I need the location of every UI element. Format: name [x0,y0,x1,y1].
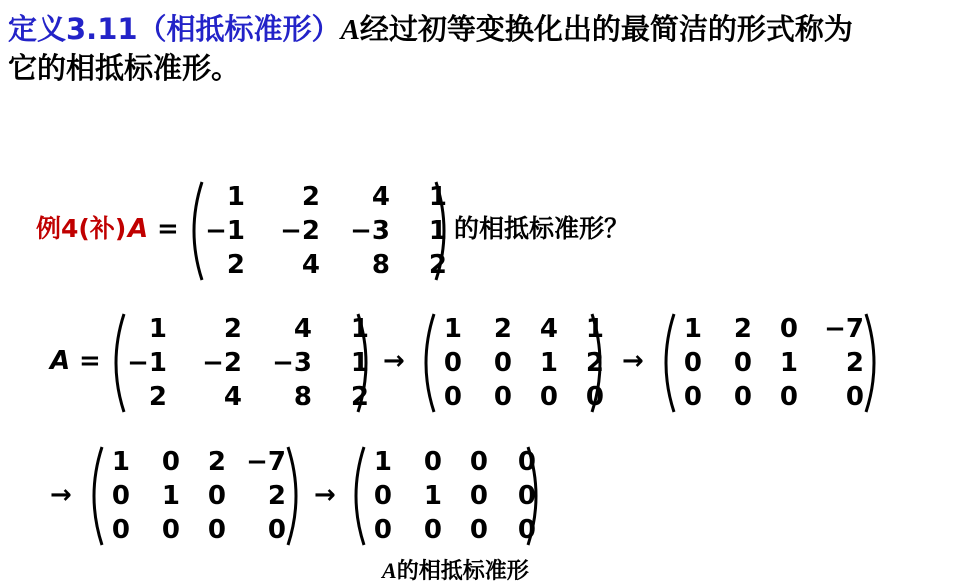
matrix-cell-r1-c4: 1 [585,314,604,344]
arrow-3: → [50,480,72,510]
matrix-cell-r3-c2: 4 [301,250,320,280]
matrix-cell-r2-c3: −3 [350,216,390,246]
matrix-cell-r3-c3: 0 [779,382,798,412]
matrix-cell-r3-c1: 0 [683,382,702,412]
matrix-cell-r3-c2: 4 [223,382,242,412]
matrix-cell-r2-c1: 0 [683,348,702,378]
definition-line-2 [8,51,240,85]
matrix-cell-r3-c4: 2 [350,382,369,412]
matrix-normal-form [350,445,542,547]
matrix-cell-r1-c2: 0 [423,447,442,477]
caption-matrix-symbol: A [382,558,397,583]
example-equals: = [157,214,179,244]
matrix-cell-r1-c2: 2 [733,314,752,344]
matrix-cell-r1-c4: −7 [246,447,286,477]
matrix-cell-r2-c3: 1 [539,348,558,378]
matrix-cell-r1-c2: 2 [301,182,320,212]
matrix-cell-r3-c2: 0 [733,382,752,412]
matrix-cell-r2-c4: 2 [267,481,286,511]
definition-line-1 [8,12,853,47]
matrix-cell-r1-c1: 1 [148,314,167,344]
matrix-cell-r2-c2: 0 [493,348,512,378]
matrix-cell-r2-c2: 1 [423,481,442,511]
matrix-cell-r1-c2: 2 [223,314,242,344]
arrow-4: → [314,480,336,510]
matrix-cell-r2-c1: 0 [111,481,130,511]
matrix-cell-r3-c3: 0 [469,515,488,545]
matrix-cell-r3-c1: 0 [443,382,462,412]
definition-matrix-symbol: A [340,14,360,46]
matrix-cell-r3-c4: 0 [585,382,604,412]
normal-form-caption [382,554,529,585]
matrix-cell-r1-c3: 4 [293,314,312,344]
matrix-cell-r1-c4: 0 [517,447,536,477]
matrix-cell-r1-c4: −7 [824,314,864,344]
matrix-cell-r1-c1: 1 [373,447,392,477]
right-paren [866,314,874,412]
definition-text: 经过初等变换化出的最简洁的形式称为 [359,12,853,46]
matrix-cell-r1-c3: 2 [207,447,226,477]
matrix-cell-r1-c2: 0 [161,447,180,477]
matrix-cell-r2-c1: 0 [373,481,392,511]
matrix-cell-r3-c1: 0 [373,515,392,545]
matrix-cell-r2-c4: 1 [350,348,369,378]
matrix-cell-r2-c2: −2 [280,216,320,246]
matrix-cell-r2-c2: 1 [161,481,180,511]
matrix-cell-r1-c1: 1 [443,314,462,344]
matrix-cell-r1-c3: 0 [779,314,798,344]
matrix-cell-r1-c4: 1 [428,182,447,212]
matrix-cell-r2-c2: −2 [202,348,242,378]
matrix-cell-r3-c2: 0 [161,515,180,545]
matrix-cell-r3-c3: 8 [293,382,312,412]
matrix-cell-r3-c4: 0 [845,382,864,412]
right-paren [288,447,296,545]
matrix-step-2 [660,312,880,414]
matrix-cell-r3-c4: 0 [517,515,536,545]
caption-text: 的相抵标准形 [396,559,529,584]
arrow-1: → [383,346,405,376]
matrix-cell-r3-c3: 0 [207,515,226,545]
matrix-cell-r2-c4: 2 [585,348,604,378]
matrix-cell-r1-c2: 2 [493,314,512,344]
example-label: 例4(补) [36,214,127,243]
definition-label: 定义3.11（相抵标准形） [8,12,341,46]
matrix-cell-r3-c4: 2 [428,250,447,280]
matrix-step-1 [420,312,606,414]
matrix-cell-r2-c4: 0 [517,481,536,511]
matrix-step-3 [88,445,302,547]
matrix-cell-r1-c1: 1 [226,182,245,212]
matrix-cell-r2-c3: 0 [207,481,226,511]
matrix-cell-r3-c1: 2 [226,250,245,280]
matrix-cell-r3-c1: 2 [148,382,167,412]
matrix-cell-r1-c1: 1 [683,314,702,344]
matrix-cell-r2-c4: 2 [845,348,864,378]
matrix-cell-r3-c1: 0 [111,515,130,545]
matrix-cell-r2-c1: −1 [127,348,167,378]
matrix-cell-r2-c3: 0 [469,481,488,511]
definition-text-continued: 它的相抵标准形。 [8,51,241,85]
matrix-cell-r2-c3: 1 [779,348,798,378]
matrix-cell-r2-c1: 0 [443,348,462,378]
arrow-2: → [622,346,644,376]
derivation-matrix-symbol: A [50,346,71,376]
matrix-cell-r1-c3: 4 [539,314,558,344]
matrix-cell-r1-c4: 1 [350,314,369,344]
matrix-cell-r2-c3: −3 [272,348,312,378]
example-question: 的相抵标准形？ [454,214,630,243]
matrix-cell-r2-c2: 0 [733,348,752,378]
matrix-cell-r2-c1: −1 [205,216,245,246]
matrix-original [110,312,372,414]
matrix-cell-r3-c2: 0 [493,382,512,412]
matrix-cell-r3-c3: 8 [371,250,390,280]
matrix-cell-r3-c3: 0 [539,382,558,412]
matrix-cell-r1-c1: 1 [111,447,130,477]
matrix-cell-r2-c4: 1 [428,216,447,246]
example-matrix-symbol: A [128,214,149,244]
matrix-cell-r3-c4: 0 [267,515,286,545]
example-matrix [188,180,450,282]
matrix-cell-r1-c3: 0 [469,447,488,477]
derivation-equals: = [79,346,101,376]
matrix-cell-r3-c2: 0 [423,515,442,545]
matrix-cell-r1-c3: 4 [371,182,390,212]
